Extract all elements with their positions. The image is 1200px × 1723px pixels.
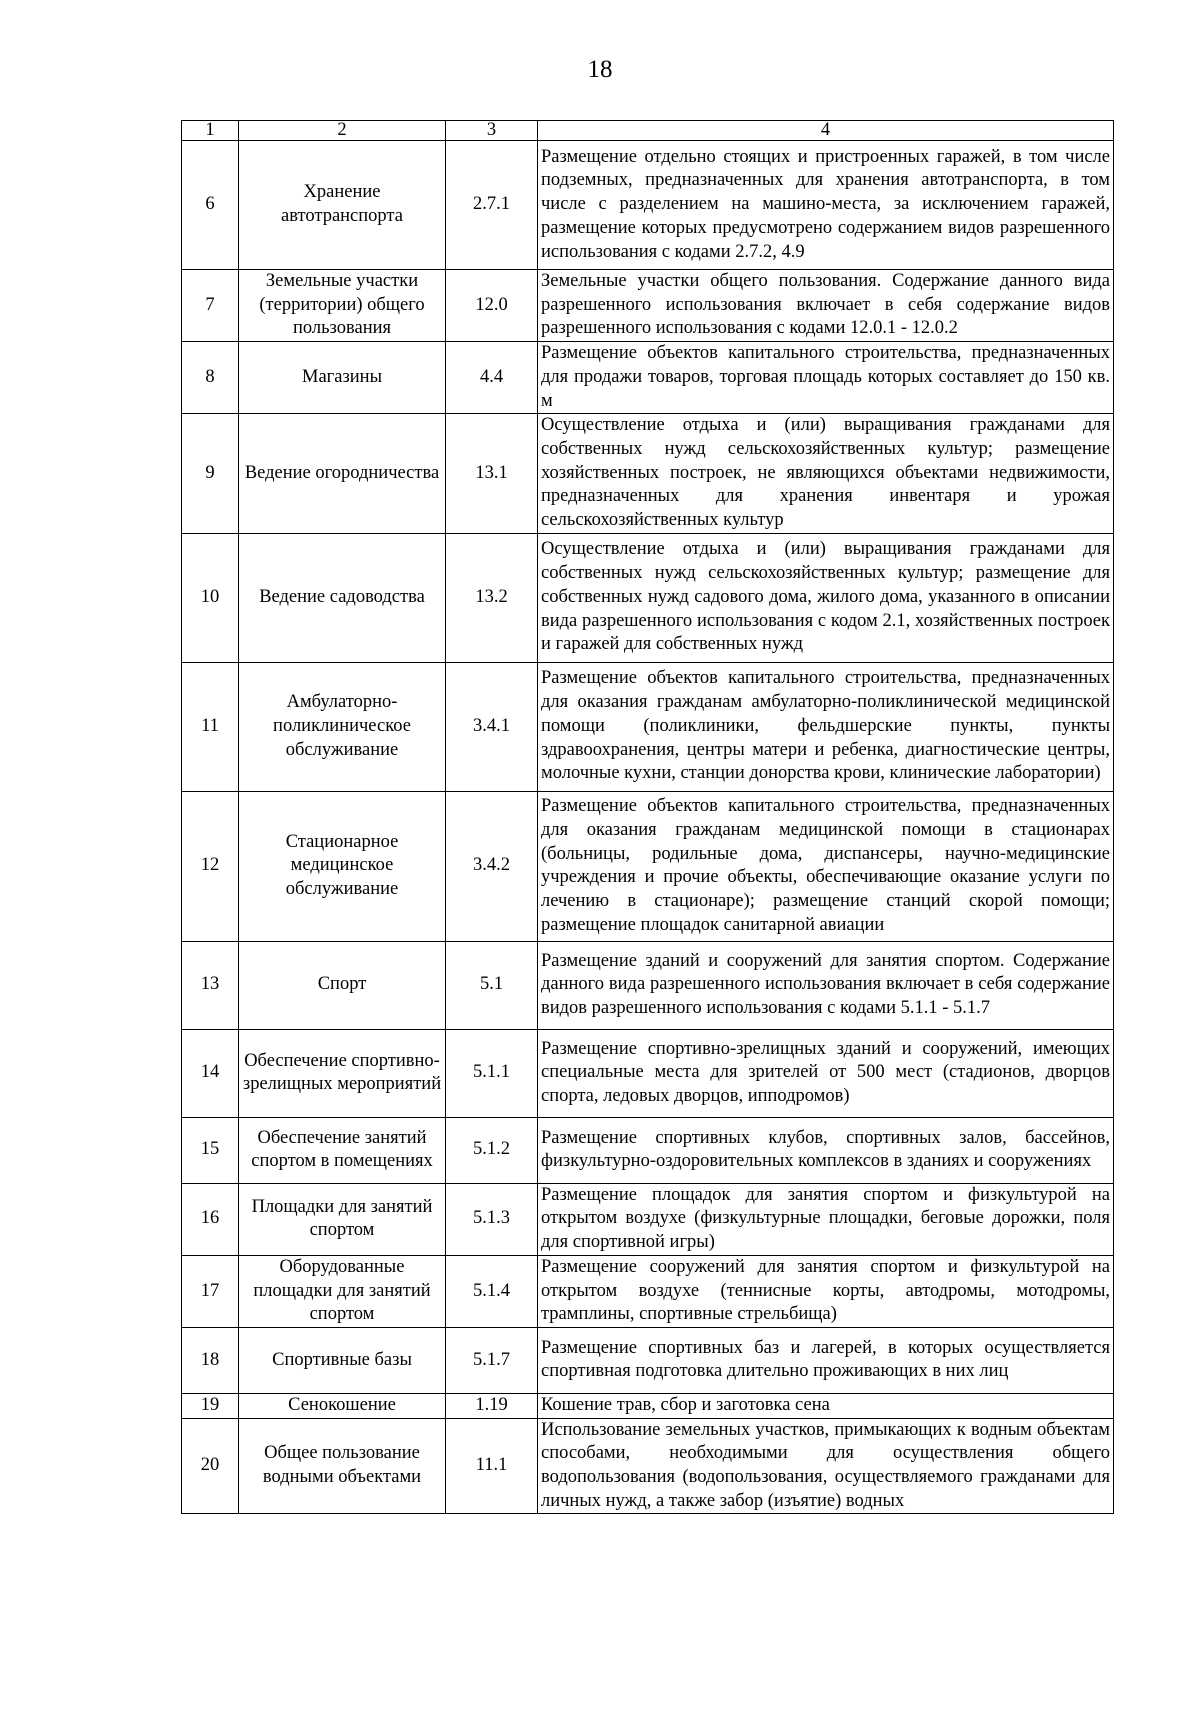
land-use-code: 13.2 — [446, 533, 538, 662]
land-use-table — [181, 120, 1114, 1514]
land-use-name: Амбулаторно-поликлиническое обслуживание — [239, 662, 446, 791]
table-header-row — [182, 121, 1114, 141]
land-use-description: Размещение объектов капитального строительства, предназначенных для продажи товаров, торговая площадь которых составляет до 150 кв. м — [538, 342, 1114, 414]
row-number: 16 — [182, 1183, 239, 1255]
land-use-description: Осуществление отдыха и (или) выращивания гражданами для собственных нужд сельскохозяйственных культур; размещение хозяйственных построек, не являющихся объектами недвижимости, предназначенных для хранения инвентаря и урожая сельскохозяйственных культур — [538, 414, 1114, 534]
table-row — [182, 533, 1114, 662]
land-use-code: 5.1.2 — [446, 1117, 538, 1183]
table-row — [182, 141, 1114, 270]
land-use-description: Кошение трав, сбор и заготовка сена — [538, 1393, 1114, 1418]
land-use-name: Ведение садоводства — [239, 533, 446, 662]
row-number: 19 — [182, 1393, 239, 1418]
land-use-description: Осуществление отдыха и (или) выращивания гражданами для собственных нужд сельскохозяйственных культур; размещение для собственных нужд садового дома, жилого дома, указанного в описании вида разрешенного использования с кодом 2.1, хозяйственных построек и гаражей для собственных нужд — [538, 533, 1114, 662]
row-number: 13 — [182, 941, 239, 1029]
header-cell-code: 3 — [446, 121, 538, 141]
land-use-name: Хранение автотранспорта — [239, 141, 446, 270]
row-number: 9 — [182, 414, 239, 534]
land-use-description: Размещение объектов капитального строительства, предназначенных для оказания гражданам медицинской помощи в стационарах (больницы, родильные дома, диспансеры, научно-медицинские учреждения и прочие объекты, обеспечивающие оказание услуги по лечению в стационаре); размещение станций скорой помощи; размещение площадок санитарной авиации — [538, 791, 1114, 941]
land-use-name: Земельные участки (территории) общего пользования — [239, 270, 446, 342]
land-use-description: Размещение спортивных баз и лагерей, в которых осуществляется спортивная подготовка длительно проживающих в них лиц — [538, 1327, 1114, 1393]
land-use-code: 5.1.3 — [446, 1183, 538, 1255]
table-row — [182, 270, 1114, 342]
table-row — [182, 414, 1114, 534]
land-use-description: Размещение зданий и сооружений для занятия спортом. Содержание данного вида разрешенного использования включает в себя содержание видов разрешенного использования с кодами 5.1.1 - 5.1.7 — [538, 941, 1114, 1029]
table-row — [182, 1117, 1114, 1183]
land-use-code: 5.1.4 — [446, 1255, 538, 1327]
table-row — [182, 1418, 1114, 1514]
row-number: 18 — [182, 1327, 239, 1393]
table-row — [182, 1327, 1114, 1393]
header-cell-description: 4 — [538, 121, 1114, 141]
land-use-description: Размещение объектов капитального строительства, предназначенных для оказания гражданам амбулаторно-поликлинической медицинской помощи (поликлиники, фельдшерские пункты, пункты здравоохранения, центры матери и ребенка, диагностические центры, молочные кухни, станции донорства крови, клинические лаборатории) — [538, 662, 1114, 791]
land-use-code: 13.1 — [446, 414, 538, 534]
land-use-name: Площадки для занятий спортом — [239, 1183, 446, 1255]
land-use-name: Обеспечение занятий спортом в помещениях — [239, 1117, 446, 1183]
land-use-code: 5.1.7 — [446, 1327, 538, 1393]
row-number: 12 — [182, 791, 239, 941]
table-row — [182, 791, 1114, 941]
land-use-description: Размещение площадок для занятия спортом и физкультурой на открытом воздухе (физкультурные площадки, беговые дорожки, поля для спортивной игры) — [538, 1183, 1114, 1255]
land-use-name: Общее пользование водными объектами — [239, 1418, 446, 1514]
table-row — [182, 1393, 1114, 1418]
land-use-description: Размещение отдельно стоящих и пристроенных гаражей, в том числе подземных, предназначенных для хранения автотранспорта, в том числе с разделением на машино-места, за исключением гаражей, размещение которых предусмотрено содержанием видов разрешенного использования с кодами 2.7.2, 4.9 — [538, 141, 1114, 270]
land-use-name: Ведение огородничества — [239, 414, 446, 534]
land-use-name: Стационарное медицинское обслуживание — [239, 791, 446, 941]
land-use-code: 5.1.1 — [446, 1029, 538, 1117]
row-number: 15 — [182, 1117, 239, 1183]
table-row — [182, 941, 1114, 1029]
row-number: 8 — [182, 342, 239, 414]
land-use-description: Использование земельных участков, примыкающих к водным объектам способами, необходимыми для осуществления общего водопользования (водопользования, осуществляемого гражданами для личных нужд, а также забор (изъятие) водных — [538, 1418, 1114, 1514]
land-use-name: Обеспечение спортивно-зрелищных мероприятий — [239, 1029, 446, 1117]
land-use-name: Сенокошение — [239, 1393, 446, 1418]
land-use-name: Магазины — [239, 342, 446, 414]
row-number: 11 — [182, 662, 239, 791]
land-use-code: 3.4.1 — [446, 662, 538, 791]
row-number: 10 — [182, 533, 239, 662]
land-use-name: Спортивные базы — [239, 1327, 446, 1393]
land-use-code: 5.1 — [446, 941, 538, 1029]
land-use-code: 4.4 — [446, 342, 538, 414]
land-use-name: Спорт — [239, 941, 446, 1029]
land-use-description: Размещение спортивных клубов, спортивных залов, бассейнов, физкультурно-оздоровительных комплексов в зданиях и сооружениях — [538, 1117, 1114, 1183]
row-number: 6 — [182, 141, 239, 270]
header-cell-name: 2 — [239, 121, 446, 141]
land-use-code: 1.19 — [446, 1393, 538, 1418]
land-use-code: 2.7.1 — [446, 141, 538, 270]
row-number: 17 — [182, 1255, 239, 1327]
row-number: 20 — [182, 1418, 239, 1514]
land-use-description: Земельные участки общего пользования. Содержание данного вида разрешенного использования включает в себя содержание видов разрешенного использования с кодами 12.0.1 - 12.0.2 — [538, 270, 1114, 342]
table-row — [182, 1255, 1114, 1327]
land-use-code: 3.4.2 — [446, 791, 538, 941]
table-row — [182, 1183, 1114, 1255]
land-use-name: Оборудованные площадки для занятий спортом — [239, 1255, 446, 1327]
table-row — [182, 662, 1114, 791]
row-number: 14 — [182, 1029, 239, 1117]
table-row — [182, 342, 1114, 414]
header-cell-number: 1 — [182, 121, 239, 141]
land-use-code: 11.1 — [446, 1418, 538, 1514]
row-number: 7 — [182, 270, 239, 342]
land-use-description: Размещение сооружений для занятия спортом и физкультурой на открытом воздухе (теннисные корты, автодромы, мотодромы, трамплины, спортивные стрельбища) — [538, 1255, 1114, 1327]
page-number: 18 — [587, 56, 613, 83]
land-use-description: Размещение спортивно-зрелищных зданий и сооружений, имеющих специальные места для зрителей от 500 мест (стадионов, дворцов спорта, ледовых дворцов, ипподромов) — [538, 1029, 1114, 1117]
land-use-code: 12.0 — [446, 270, 538, 342]
table-row — [182, 1029, 1114, 1117]
